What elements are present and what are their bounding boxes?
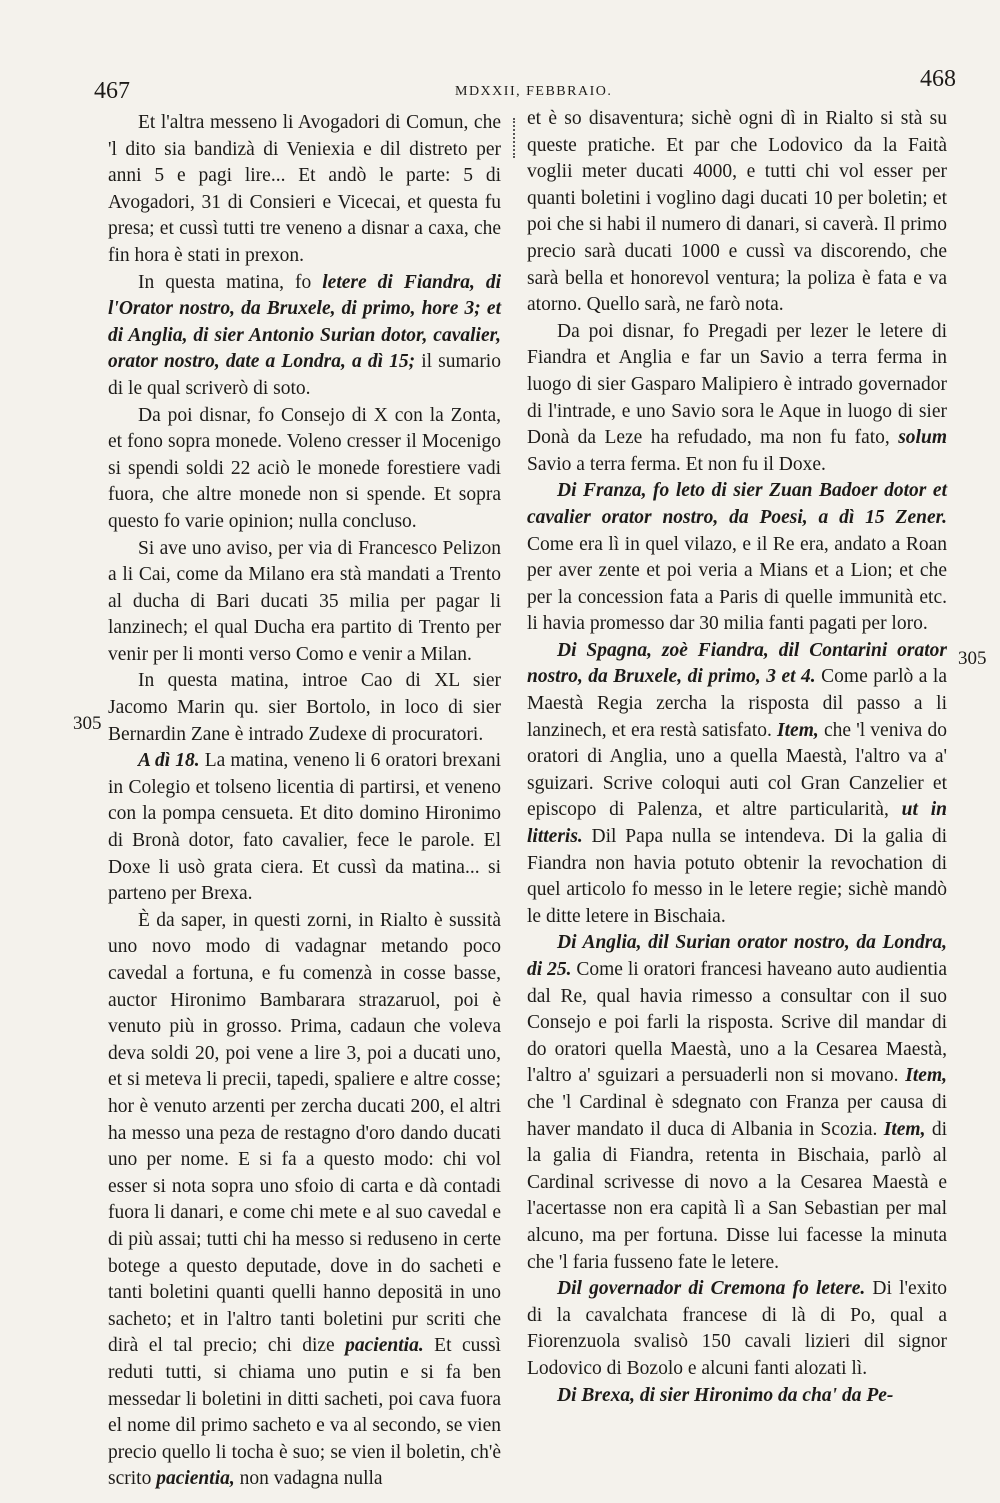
column-separator [513, 118, 515, 158]
text-run: In questa matina, introe Cao di XL sier Jacomo Marin qu. sier Bortolo, in loco di sier Bernardin Zane è intrado Zudexe di procuratori. [108, 670, 501, 745]
text-run: Da poi disnar, fo Consejo di X con la Zonta, et fono sopra monede. Voleno cresser il Mocenigo si spendi soldi 22 aciò le monede forestiere vadi fuora, che altre monede non si spende. Et sopra questo fo varie opinion; nulla concluso. [108, 404, 501, 532]
text-run: Et l'altra messeno li Avogadori di Comun, che 'l dito sia bandizà di Veniexia e dil distreto per anni 5 e pagi lire... Et andò le parte: 5 di Avogadori, 31 di Consieri e Vicecai, et questa fu presa; et cussì tutti tre veneno a disnar a caxa, che fin hora è stati in prexon. [108, 112, 501, 266]
paragraph [527, 106, 947, 319]
text-run: non vadagna nulla [234, 1468, 383, 1490]
text-run: di la galia di Fiandra, retenta in Bischaia, parlò al Cardinal scrivesse di novo a la Cesarea Maestà e l'acertasse non era capità lì a San Sebastian per mal alcuno, ma per fortuna. Disse lui facesse la minuta che 'l faria fusseno fate le letere. [527, 1118, 948, 1273]
text-run: Si ave uno aviso, per via di Francesco Pelizon a li Cai, come da Milano era stà mandati a Trento al ducha di Bari ducati 35 milia per pagar li lanzinech; el qual Ducha era partito di Trento per venir per li monti verso Como e venir a Milan. [108, 537, 501, 665]
italic-text: ut in litteris. [527, 799, 947, 848]
left-page-number: 467 [94, 78, 130, 104]
italic-text: Di Anglia, dil Surian orator nostro, da Londra, di 25. [527, 932, 947, 980]
italic-text: Di Brexa, di sier Hironimo da cha' da Pe- [557, 1384, 894, 1406]
text-run: Dil Papa nulla se intendeva. Di la galia di Fiandra non havia potuto obtenir la revochation di quel articolo fo messo in le letere regie; sichè mandò le ditte letere in Bischaia. [527, 826, 947, 927]
text-run: Da poi disnar, fo Pregadi per lezer le letere di Fiandra et Anglia e far un Savio a terra ferma in luogo di sier Gasparo Malipiero è intrado governador di l'intrade, e uno Savio sora le Aque in luogo di sier Donà da Leze ha refudado, ma non fu fato, [527, 320, 947, 449]
text-run: Come li oratori francesi haveano auto audientia dal Re, qual havia rimesso a consultar con il suo Consejo e poi farli la risposta. Scrive dil mandar di do oratori quella Maestà, uno a la Cesarea Maestà, l'altro a' sguizari a persuaderli non si movano. [527, 959, 948, 1087]
paragraph [527, 1383, 947, 1410]
left-margin-note: 305 [73, 713, 102, 734]
italic-text: A dì 18. [138, 750, 200, 772]
italic-text: Item, [883, 1118, 926, 1140]
paragraph [527, 930, 947, 1276]
text-run: che 'l Cardinal è sdegnato con Franza per causa di haver mandato il duca di Albania in Scozia. [527, 1091, 947, 1140]
right-text-column [527, 106, 947, 1409]
text-run: il sumario di le qual scriverò di soto. [108, 351, 501, 399]
paragraph [527, 478, 947, 638]
italic-text: Dil governador di Cremona fo letere. [557, 1278, 866, 1300]
paragraph [108, 403, 501, 536]
italic-text: pacientia, [156, 1468, 235, 1490]
paragraph [108, 748, 501, 908]
left-text-column [108, 110, 501, 1493]
running-title: MDXXII, FEBBRAIO. [455, 84, 613, 99]
right-margin-note: 305 [958, 648, 987, 669]
italic-text: solum [898, 427, 947, 449]
paragraph [108, 110, 501, 270]
italic-text: Di Franza, fo leto di sier Zuan Badoer dotor et cavalier orator nostro, da Poesi, a dì 15 Zener. [527, 480, 947, 528]
text-run: et è so disaventura; sichè ogni dì in Rialto si stà su queste pratiche. Et par che Lodovico da la Faità voglii meter ducati 4000, e tutti chi vol esser per quanti boletini i voglino dagi ducati 10 per boletin; et poi che si habi il numero di danari, si caverà. Il primo precio sarà ducati 1000 e cussì va discorendo, che sarà bella et honorevol ventura; la poliza è fata e va atorno. Quello sarà, ne farò nota. [527, 108, 947, 316]
paragraph [527, 1276, 947, 1382]
paragraph [108, 668, 501, 748]
right-page-number: 468 [920, 66, 956, 92]
text-run: In questa matina, fo [138, 271, 323, 293]
paragraph [527, 638, 947, 931]
text-run: Et cussì reduti tutti, si chiama uno putin e si fa ben messedar li boletini in ditti sacheti, poi cava fuora el nome dil primo sacheto e va al secondo, se vien precio quello li tocha è suo; se vien il boletin, ch'è scrito [108, 1335, 501, 1490]
italic-text: pacientia. [345, 1335, 424, 1357]
text-run: Di l'exito di la cavalchata francese di là di Po, qual a Fiorenzuola svalisò 150 cavali lizieri dil signor Lodovico di Bozolo e alcuni fanti alozati lì. [527, 1278, 947, 1379]
text-run: Come parlò a la Maestà Regia zercha la risposta dil passo a li lanzinech, et era restà satisfato. [527, 666, 948, 741]
italic-text: letere di Fiandra, di l'Orator nostro, da Bruxele, di primo, hore 3; et di Anglia, di sier Antonio Surian dotor, cavalier, orator nostro, date a Londra, a dì 15; [108, 271, 501, 373]
italic-text: Item, [905, 1065, 947, 1087]
paragraph [108, 270, 501, 403]
paragraph [527, 319, 947, 479]
text-run: È da saper, in questi zorni, in Rialto è sussità uno novo modo di vadagnar metando poco cavedal a fortuna, e fu comenzà in cosse basse, auctor Hironimo Bambarara strazaruol, poi è venuto più in grosso. Prima, cadaun che voleva deva soldi 20, poi vene a lire 3, poi a ducati uno, et si meteva li precii, tapedi, spaliere e altre cosse; hor è venuto arzenti per zercha ducati 200, el altri ha messo una peza de restagno d'oro dando ducati uno per nome. E si fa a questo modo: chi vol esser si nota sopra uno sfoio di carta e dà contadi fuora li danari, e come chi mete e al suo cavedal e di più assai; tutti chi ha messo si reduseno in certe botege a questo deputade, dove in do sacheti e tanti boletini quanti quelli hanno depositä in uno sacheto; et in l'altro tanti boletini pur scriti che dirà el tal precio; chi dize [108, 909, 501, 1357]
text-run: Savio a terra ferma. Et non fu il Doxe. [527, 453, 826, 475]
text-run: Come era lì in quel vilazo, e il Re era, andato a Roan per aver zente et poi veria a Mians et a Lion; et che per la concession fata a Paris di quelle immunità etc. li havia promesso dar 30 milia fanti pagati per loro. [527, 533, 947, 635]
italic-text: Item, [777, 719, 819, 741]
text-run: La matina, veneno li 6 oratori brexani in Colegio et tolseno licentia di partirsi, et veneno con la pompa censueta. Et dito domino Hironimo di Bronà dotor, fato cavalier, fece le parole. El Doxe li usò grata ciera. Et cussì da matina... si parteno per Brexa. [108, 750, 501, 905]
paragraph [108, 908, 501, 1493]
italic-text: Di Spagna, zoè Fiandra, dil Contarini orator nostro, da Bruxele, di primo, 3 et 4. [527, 639, 947, 688]
text-run: che 'l veniva do oratori di Anglia, uno a quella Maestà, l'altro va a' sguizari. Scrive coloqui auti col Gran Canzelier et episcopo di Palenza, et altre particularità, [527, 719, 947, 821]
paragraph [108, 536, 501, 669]
